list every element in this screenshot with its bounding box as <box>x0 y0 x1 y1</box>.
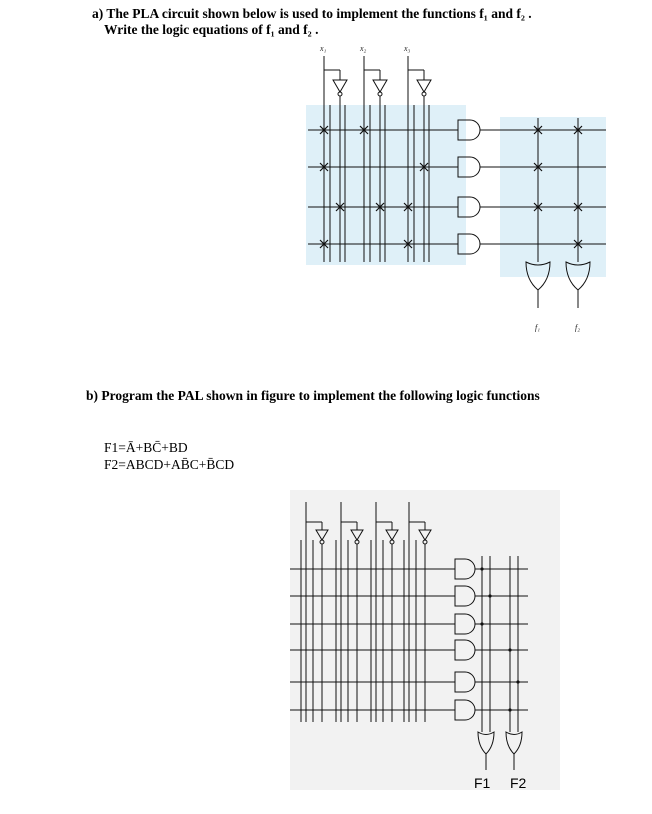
question-a-line1: a) The PLA circuit shown below is used to implement the functions f₁ and f₂ . <box>92 6 532 21</box>
pal-connection-dot <box>508 648 511 651</box>
pla-output-label-f1: f₁ <box>535 323 541 332</box>
pla-output-label-f2: f₂ <box>575 323 581 332</box>
function-f2-equation: F2=ABCD+AB̄C+B̄CD <box>104 457 235 472</box>
pal-connection-dot <box>480 567 483 570</box>
pal-connection-dot <box>516 680 519 683</box>
pal-connection-dot <box>480 622 483 625</box>
pla-input-label-x2: x₂ <box>360 44 367 53</box>
pal-connection-dot <box>508 708 511 711</box>
question-a-line2: Write the logic equations of f₁ and f₂ . <box>104 22 319 37</box>
pla-input-label-x3: x₃ <box>404 44 411 53</box>
pal-connection-dot <box>488 594 491 597</box>
question-b-line1: b) Program the PAL shown in figure to implement the following logic functions <box>86 388 540 403</box>
function-f1-equation: F1=Ā+BC̄+BD <box>104 440 188 455</box>
pal-output-label-f1: F1 <box>474 775 491 791</box>
pla-input-label-x1: x₁ <box>320 44 327 53</box>
pal-output-label-f2: F2 <box>510 775 527 791</box>
